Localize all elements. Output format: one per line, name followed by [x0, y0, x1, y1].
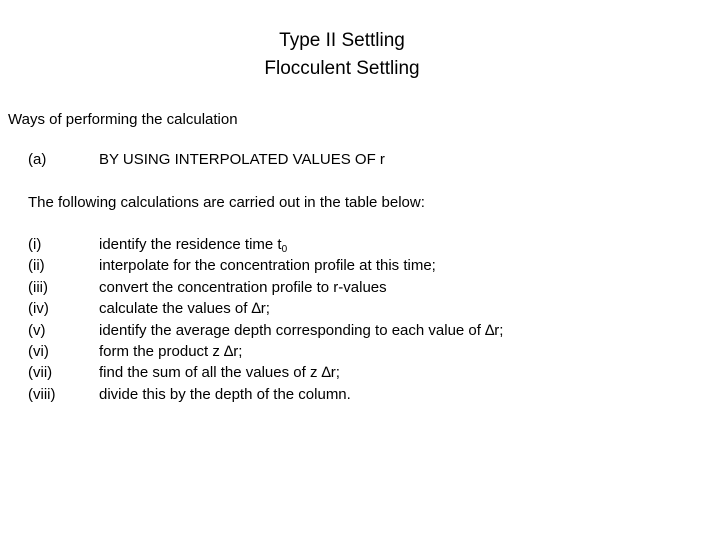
list-item: [28, 384, 503, 405]
step-subscript: 0: [281, 244, 288, 255]
step-text: divide this by the depth of the column.: [99, 385, 351, 403]
list-item: [28, 277, 503, 298]
step-number: (vii): [28, 364, 53, 382]
section-heading: Ways of performing the calculation: [8, 111, 238, 128]
method-line: [28, 149, 385, 171]
step-text: identify the average depth corresponding to each value of ∆r;: [99, 321, 504, 339]
step-number: (viii): [28, 385, 56, 403]
step-text: form the product z ∆r;: [99, 342, 243, 360]
step-number: (v): [28, 321, 46, 339]
steps-list: [28, 234, 503, 405]
list-item: [28, 362, 503, 383]
step-number: (vi): [28, 342, 49, 360]
step-number: (iii): [28, 278, 48, 296]
step-text: calculate the values of ∆r;: [99, 300, 270, 318]
list-item: [28, 255, 503, 276]
step-text: identify the residence time t: [99, 236, 282, 253]
slide-title: [0, 27, 684, 83]
step-number: (ii): [28, 257, 45, 275]
method-text: BY USING INTERPOLATED VALUES OF r: [99, 151, 385, 168]
title-line-2: Flocculent Settling: [264, 58, 420, 79]
step-text: convert the concentration profile to r-values: [99, 278, 387, 296]
title-line-1: Type II Settling: [279, 30, 405, 51]
step-text: interpolate for the concentration profile at this time;: [99, 257, 436, 275]
method-label: (a): [28, 151, 47, 168]
list-item: [28, 341, 503, 362]
list-item: [28, 234, 503, 255]
list-item: [28, 320, 503, 341]
list-item: [28, 298, 503, 319]
step-number: (iv): [28, 300, 49, 318]
intro-text: The following calculations are carried out in the table below:: [28, 194, 425, 211]
step-text: find the sum of all the values of z ∆r;: [99, 364, 340, 382]
step-number: (i): [28, 236, 42, 253]
